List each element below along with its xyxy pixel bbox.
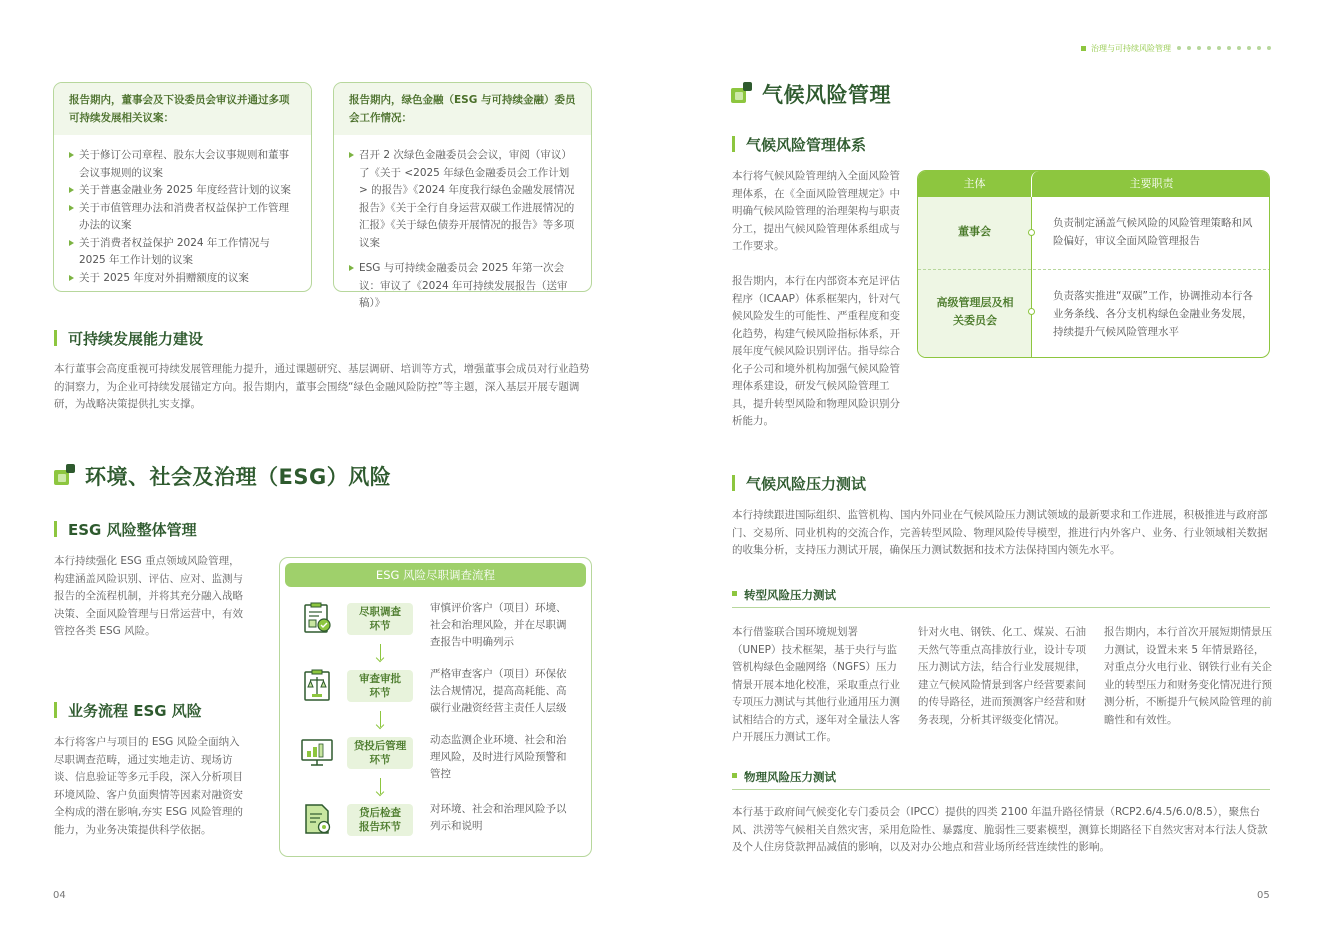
flow-step-text: 审慎评价客户（项目）环境、社会和治理风险，并在尽职调查报告中明确列示	[430, 602, 567, 648]
green-finance-committee-box	[333, 82, 592, 309]
transition-risk-title: 转型风险压力测试	[732, 587, 1270, 608]
flow-step-text: 对环境、社会和治理风险予以列示和说明	[430, 803, 567, 832]
climate-section-title: 气候风险管理	[762, 83, 891, 107]
table-cell-duty: 负责制定涵盖气候风险的风险管理策略和风险偏好，审议全面风险管理报告	[1053, 217, 1253, 247]
flow-title: ESG 风险尽职调查流程	[285, 563, 586, 587]
row-marker-icon	[1028, 229, 1035, 236]
post-loan-report-icon	[300, 802, 334, 836]
chapter-title: 治理与可持续风险管理	[1091, 43, 1171, 53]
transition-risk-col-2: 针对火电、钢铁、化工、煤炭、石油天然气等重点高排放行业，设计专项压力测试方法，结合行业发展规律，建立气候风险情景到客户经营要素间的传导路径，进而预测客户经营和财务表现，分析其评级变化情况。	[918, 626, 1086, 726]
esg-process-title: 业务流程 ESG 风险	[54, 700, 274, 721]
flow-arrow	[380, 644, 381, 660]
page-number-left: 04	[53, 890, 66, 901]
board-resolutions-list	[54, 147, 311, 287]
physical-risk-title: 物理风险压力测试	[732, 769, 1270, 790]
section-logo-icon	[731, 82, 753, 104]
section-logo-icon	[54, 464, 76, 486]
list-item: ESG 与可持续金融委员会 2025 年第一次会议：审议了《2024 年可持续发展报告（送审稿）》	[348, 260, 577, 313]
flow-step-text: 动态监测企业环境、社会和治理风险，及时进行风险预警和管控	[430, 734, 567, 780]
green-finance-committee-list	[334, 147, 591, 313]
physical-risk-text: 本行基于政府间气候变化专门委员会（IPCC）提供的四类 2100 年温升路径情景（RCP2.6/4.5/6.0/8.5），聚焦台风、洪涝等气候相关自然灾害，采用危险性、暴露度、脆弱性三要素模型，测算长期路径下自然灾害对本行法人贷款及个人住房贷款押品减值的影响，以及对办公地点和营业场所经营连续性的影响。	[732, 806, 1268, 853]
due-diligence-icon	[300, 601, 334, 635]
list-item: 关于市值管理办法和消费者权益保护工作管理办法的议案	[68, 200, 297, 235]
flow-step-review-approval: 审查审批 环节	[347, 670, 413, 702]
capability-text: 本行董事会高度重视可持续发展管理能力提升，通过课题研究、基层调研、培训等方式，增强董事会成员对行业趋势的洞察力，为企业可持续发展锚定方向。报告期内，董事会围绕“绿色金融风险防控”等主题，深入基层开展专题调研，为战略决策提供扎实支撑。	[54, 363, 590, 410]
table-cell-subject: 高级管理层及相关委员会	[936, 296, 1014, 327]
row-marker-icon	[1028, 308, 1035, 315]
list-item: 关于普惠金融业务 2025 年度经营计划的议案	[68, 182, 297, 200]
stress-test-text: 本行持续跟进国际组织、监管机构、国内外同业在气候风险压力测试领域的最新要求和工作进展，积极推进与政府部门、交易所、同业机构的交流合作，完善转型风险、物理风险传导模型，推进行内外客户、业务、行业领域相关数据的收集分析，支持压力测试开展，确保压力测试数据和技术方法保持国内领先水平。	[732, 509, 1268, 556]
review-approval-icon	[300, 668, 334, 702]
esg-due-diligence-flow	[279, 557, 592, 857]
climate-system-text-1: 本行将气候风险管理纳入全面风险管理体系，在《全面风险管理规定》中明确气候风险管理的治理架构与职责分工，提出气候风险管理体系组成与工作要求。	[732, 170, 900, 252]
climate-duty-table	[917, 170, 1270, 358]
list-item: 关于 2025 年度对外捐赠额度的议案	[68, 270, 297, 288]
list-item: 召开 2 次绿色金融委员会会议，审阅（审议）了《关于 <2025 年绿色金融委员会工作计划 > 的报告》《2024 年度我行绿色金融发展情况报告》《关于全行自身运营双碳工作进展情况的汇报》《关于绿色债券开展情况的报告》等多项议案	[348, 147, 577, 252]
chapter-dots	[1177, 46, 1271, 50]
green-finance-committee-title: 报告期内，绿色金融（ESG 与可持续金融）委员会工作情况：	[334, 83, 591, 135]
chapter-header	[1081, 42, 1271, 54]
table-divider	[1031, 197, 1032, 358]
list-item: 关于消费者权益保护 2024 年工作情况与 2025 年工作计划的议案	[68, 235, 297, 270]
flow-step-text: 严格审查客户（项目）环保依法合规情况，提高高耗能、高碳行业融资经营主责任人层级	[430, 668, 567, 714]
capability-title: 可持续发展能力建设	[54, 328, 354, 349]
flow-arrow	[380, 778, 381, 794]
page-number-right: 05	[1257, 890, 1270, 901]
chapter-marker-icon	[1081, 46, 1086, 51]
post-loan-monitor-icon	[300, 734, 334, 768]
table-cell-duty: 负责落实推进“双碳”工作，协调推动本行各业务条线、各分支机构绿色金融业务发展，持续提升气候风险管理水平	[1053, 290, 1253, 338]
table-row-divider	[918, 269, 1270, 270]
transition-risk-col-3: 报告期内，本行首次开展短期情景压力测试，设置未来 5 年情景路径，对重点分火电行业、钢铁行业有关企业的转型压力和财务变化情况进行预测分析，不断提升气候风险管理的前瞻性和有效性。	[1104, 626, 1272, 726]
esg-process-text: 本行将客户与项目的 ESG 风险全面纳入尽职调查范畴，通过实地走访、现场访谈、信息验证等多元手段，深入分析项目环境风险、客户负面舆情等因素对融资安全构成的潜在影响,夯实 ESG 风险管理的能力，为业务决策提供科学依据。	[54, 736, 243, 836]
esg-section-title: 环境、社会及治理（ESG）风险	[85, 465, 392, 489]
stress-test-title: 气候风险压力测试	[732, 473, 952, 494]
flow-arrow	[380, 711, 381, 727]
table-cell-subject: 董事会	[958, 225, 991, 238]
climate-system-text-2: 报告期内，本行在内部资本充足评估程序（ICAAP）体系框架内，针对气候风险发生的可能性、严重程度和变化趋势，构建气候风险指标体系，开展年度气候风险识别评估。指导综合化子公司和境外机构加强气候风险管理体系建设，研发气候风险管理工具，提升转型风险和物理风险识别分析能力。	[732, 275, 900, 427]
table-subject-column	[918, 197, 1031, 358]
table-header-subject: 主体	[963, 177, 986, 190]
flow-step-post-loan-report: 贷后检查 报告环节	[347, 804, 413, 836]
flow-step-post-loan-management: 贷投后管理 环节	[347, 737, 413, 769]
list-item: 关于修订公司章程、股东大会议事规则和董事会议事规则的议案	[68, 147, 297, 182]
table-header-duty: 主要职责	[1031, 171, 1270, 197]
transition-risk-col-1: 本行借鉴联合国环境规划署（UNEP）技术框架，基于央行与监管机构绿色金融网络（NGFS）压力情景开展本地化校准，采取重点行业专项压力测试与其他行业通用压力测试相结合的方式，逐年对全量法人客户开展压力测试工作。	[732, 626, 900, 743]
esg-overall-text: 本行持续强化 ESG 重点领域风险管理，构建涵盖风险识别、评估、应对、监测与报告的全流程机制，并将其充分融入战略决策、全面风险管理与日常运营中，有效管控各类 ESG 风险。	[54, 555, 243, 637]
climate-system-title: 气候风险管理体系	[732, 134, 952, 155]
esg-overall-title: ESG 风险整体管理	[54, 519, 274, 540]
table-header-row	[918, 171, 1270, 197]
board-resolutions-box	[53, 82, 312, 292]
flow-step-due-diligence: 尽职调查 环节	[347, 603, 413, 635]
board-resolutions-title: 报告期内，董事会及下设委员会审议并通过多项可持续发展相关议案：	[54, 83, 311, 135]
